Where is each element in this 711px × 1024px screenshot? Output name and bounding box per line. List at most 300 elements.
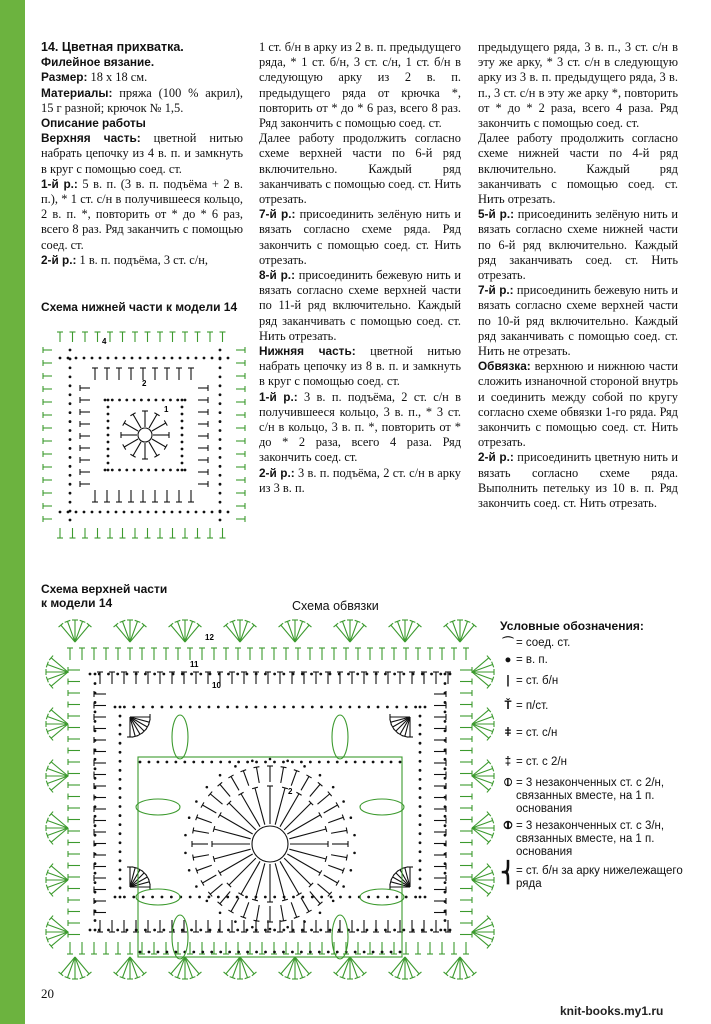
stitch-symbol xyxy=(219,402,222,405)
stitch-symbol xyxy=(232,621,240,642)
green-margin-bar xyxy=(0,0,25,1024)
stitch-symbol xyxy=(317,794,329,804)
stitch-symbol xyxy=(184,852,187,855)
stitch-symbol xyxy=(69,366,72,369)
stitch-symbol xyxy=(219,519,222,522)
stitch-symbol xyxy=(124,439,138,447)
stitch-symbol xyxy=(295,957,303,978)
stitch-symbol xyxy=(390,761,393,764)
stitch-symbol xyxy=(252,826,288,862)
stitch-symbol xyxy=(47,828,68,836)
stitch-symbol xyxy=(405,957,413,978)
stitch-symbol xyxy=(472,710,489,724)
stitch-symbol xyxy=(51,658,68,672)
double-crochet-icon: ǂ xyxy=(504,727,512,739)
stitch-symbol xyxy=(472,866,489,880)
stitch-symbol xyxy=(210,794,222,804)
stitch-symbol xyxy=(187,511,190,514)
upper-scheme-caption xyxy=(41,582,167,610)
stitch-symbol xyxy=(119,887,122,890)
stitch-symbol xyxy=(181,929,184,932)
stitch-symbol xyxy=(282,761,285,764)
row5-label: 5-й р.: xyxy=(478,207,515,222)
stitch-symbol xyxy=(208,706,211,709)
stitch-symbol xyxy=(393,929,396,932)
stitch-symbol xyxy=(444,872,447,875)
stitch-symbol xyxy=(149,414,157,428)
stitch-symbol xyxy=(176,469,179,472)
stitch-symbol xyxy=(405,957,419,974)
stitch-symbol xyxy=(350,957,358,978)
stitch-symbol xyxy=(424,706,427,709)
stitch-symbol xyxy=(254,920,260,921)
upper-part-label: Верхняя часть: xyxy=(41,131,141,146)
stitch-symbol xyxy=(125,399,128,402)
stitch-symbol xyxy=(273,761,276,764)
stitch-symbol xyxy=(217,706,220,709)
stitch-symbol xyxy=(287,854,320,873)
stitch-symbol xyxy=(295,625,309,642)
stitch-symbol xyxy=(217,896,220,899)
stitch-symbol xyxy=(310,929,313,932)
stitch-symbol xyxy=(472,880,489,894)
row7-text: присоединить бежевую нить и вязать согласно схеме верхней части по 10-й ряд включительно. Каждый ряд заканчивать с помощью соед. ст. Нить не отрезать. xyxy=(478,283,678,359)
stitch-symbol xyxy=(350,869,353,872)
stitch-symbol xyxy=(151,896,154,899)
pattern-title: 14. Цветная прихватка. xyxy=(41,40,184,54)
stitch-symbol xyxy=(75,621,83,642)
stitch-symbol xyxy=(219,483,222,486)
stitch-symbol xyxy=(211,357,214,360)
stitch-symbol xyxy=(152,439,166,447)
legend-text: = ст. с 2/н xyxy=(516,756,567,768)
stitch-symbol xyxy=(449,673,452,676)
stitch-symbol xyxy=(209,673,212,676)
stitch-symbol xyxy=(430,673,433,676)
stitch-symbol xyxy=(202,805,216,813)
stitch-symbol xyxy=(350,816,353,819)
stitch-symbol xyxy=(444,929,447,932)
stitch-symbol xyxy=(147,469,150,472)
cluster-three-icon: ⦷ xyxy=(503,820,513,832)
legend-title: Условные обозначения: xyxy=(500,619,644,633)
stitch-symbol xyxy=(123,896,126,899)
stitch-symbol xyxy=(245,706,248,709)
stitch-symbol xyxy=(83,357,86,360)
stitch-symbol xyxy=(227,357,230,360)
stitch-symbol xyxy=(69,492,72,495)
stitch-symbol xyxy=(444,682,447,685)
stitch-symbol xyxy=(339,896,342,899)
stitch-symbol xyxy=(119,878,122,881)
stitch-symbol xyxy=(444,673,447,676)
stitch-symbol xyxy=(354,761,357,764)
stitch-symbol xyxy=(152,423,166,431)
stitch-symbol xyxy=(219,774,222,777)
stitch-symbol xyxy=(219,492,222,495)
lower-scheme-caption: Схема нижней части к модели 14 xyxy=(41,300,238,314)
stitch-symbol xyxy=(119,805,122,808)
stitch-symbol xyxy=(402,867,408,869)
stitch-symbol xyxy=(227,673,230,676)
stitch-symbol xyxy=(269,758,272,761)
stitch-symbol xyxy=(193,830,209,833)
row2-text: 1 в. п. подъёма, 3 ст. с/н, xyxy=(76,252,208,267)
stitch-symbol xyxy=(132,706,135,709)
stitch-symbol xyxy=(132,736,138,738)
row8-text: присоединить бежевую нить и вязать согласно схеме верхней части по 11-й ряд включительно. Каждый ряд заканчивать с помощью соед. ст. Нить отрезать. xyxy=(259,268,461,343)
stitch-symbol xyxy=(119,715,122,718)
stitch-symbol xyxy=(318,761,321,764)
stitch-symbol xyxy=(91,511,94,514)
stitch-symbol xyxy=(193,828,194,834)
stitch-symbol xyxy=(203,357,206,360)
stitch-symbol xyxy=(123,511,126,514)
stitch-symbol xyxy=(317,884,329,894)
stitch-symbol xyxy=(51,880,68,894)
stitch-symbol xyxy=(291,771,296,786)
stitch-symbol xyxy=(69,349,72,352)
row7-text: присоединить зелёную нить и вязать согласно схеме ряда. Ряд закончить с помощью соед. ст. Нить отрезать. xyxy=(259,207,461,267)
legend xyxy=(500,620,700,891)
stitch-symbol xyxy=(115,511,118,514)
stitch-symbol xyxy=(119,787,122,790)
stitch-symbol xyxy=(301,896,304,899)
stitch-symbol xyxy=(51,918,68,932)
row-number: 1 xyxy=(164,405,169,414)
lower-part-diagram xyxy=(40,320,250,550)
stitch-symbol xyxy=(219,393,222,396)
edging-row2-label: 2-й р.: xyxy=(478,450,514,465)
stitch-symbol xyxy=(153,673,156,676)
legend-text: = соед. ст. xyxy=(516,637,571,649)
stitch-symbol xyxy=(405,625,419,642)
stitch-symbol xyxy=(301,776,309,790)
stitch-symbol xyxy=(339,706,342,709)
row1-label: 1-й р.: xyxy=(259,389,298,404)
stitch-symbol xyxy=(219,501,222,504)
stitch-symbol xyxy=(353,834,356,837)
stitch-symbol xyxy=(303,765,306,768)
stitch-symbol xyxy=(181,420,184,423)
stitch-symbol xyxy=(472,880,493,888)
legend-item xyxy=(500,777,700,816)
stitch-symbol xyxy=(125,469,128,472)
stitch-symbol xyxy=(69,358,72,361)
stitch-symbol xyxy=(255,706,258,709)
stitch-symbol xyxy=(119,841,122,844)
stitch-symbol xyxy=(444,881,447,884)
stitch-symbol xyxy=(179,357,182,360)
stitch-symbol xyxy=(269,928,272,931)
stitch-symbol xyxy=(311,706,314,709)
watermark-site: knit-books.my1.ru xyxy=(560,1004,664,1018)
stitch-symbol xyxy=(195,511,198,514)
caption-line: Схема верхней части xyxy=(41,582,168,596)
stitch-symbol xyxy=(123,706,126,709)
stitch-symbol xyxy=(228,951,231,954)
bracket-icon: ⎨ xyxy=(500,862,516,884)
stitch-symbol xyxy=(342,885,345,888)
stitch-symbol xyxy=(251,926,254,929)
stitch-symbol xyxy=(419,832,422,835)
stitch-symbol xyxy=(444,720,447,723)
stitch-symbol xyxy=(107,427,110,430)
stitch-symbol xyxy=(300,951,303,954)
stitch-symbol xyxy=(51,932,68,946)
stitch-symbol xyxy=(402,736,408,738)
stitch-symbol xyxy=(199,673,202,676)
stitch-symbol xyxy=(133,399,136,402)
stitch-symbol xyxy=(219,358,222,361)
stitch-symbol xyxy=(414,706,417,709)
stitch-symbol xyxy=(320,706,323,709)
stitch-symbol xyxy=(219,429,222,432)
caption-line: к модели 14 xyxy=(41,596,113,610)
stitch-symbol xyxy=(282,899,288,901)
stitch-symbol xyxy=(140,399,143,402)
stitch-symbol xyxy=(256,905,259,921)
stitch-symbol xyxy=(162,469,165,472)
stitch-symbol xyxy=(291,902,296,917)
stitch-symbol xyxy=(391,625,405,642)
stitch-symbol xyxy=(226,957,240,974)
stitch-symbol xyxy=(254,767,260,768)
row1-label: 1-й р.: xyxy=(41,176,78,191)
stitch-symbol xyxy=(47,820,68,828)
stitch-symbol xyxy=(264,951,267,954)
row7-label: 7-й р.: xyxy=(259,207,296,222)
stitch-symbol xyxy=(399,761,402,764)
stitch-symbol xyxy=(419,787,422,790)
stitch-symbol xyxy=(284,858,311,885)
edging-text: верхнюю и нижнюю части сложить изнаночной стороной внутрь и соединить между собой по кругу согласно схеме обвязки 1-го ряда. Ряд закончить с помощью соед. ст. Нить отрезать. xyxy=(478,359,678,450)
stitch-symbol xyxy=(405,706,408,709)
lower-part-label: Нижняя часть: xyxy=(259,344,356,359)
row5-text: присоединить зелёную нить и вязать согласно схеме нижней части по 6-й ряд включительно. Каждый ряд заканчивать соед. ст. Нить отрезать. xyxy=(478,207,678,283)
stitch-symbol xyxy=(47,924,68,932)
stitch-symbol xyxy=(219,375,222,378)
row2-label: 2-й р.: xyxy=(259,465,295,480)
stitch-symbol xyxy=(472,828,489,842)
stitch-symbol xyxy=(157,761,160,764)
stitch-symbol xyxy=(386,896,389,899)
materials-value: пряжа (100 % акрил), 15 г разной; крючок № 1,5. xyxy=(41,85,243,115)
stitch-symbol xyxy=(99,357,102,360)
lower-part-text: цветной нитью набрать цепочку из 8 в. п. и замкнуть в круг с помощью соед. ст. xyxy=(259,344,462,389)
stitch-symbol xyxy=(342,957,350,978)
stitch-symbol xyxy=(69,510,72,513)
stitch-symbol xyxy=(114,706,117,709)
stitch-symbol xyxy=(75,957,83,978)
stitch-symbol xyxy=(220,784,230,796)
stitch-symbol xyxy=(181,427,184,430)
stitch-symbol xyxy=(181,455,184,458)
stitch-symbol xyxy=(472,828,493,836)
row1-text: 5 в. п. (3 в. п. подъёма + 2 в. п.), * 1 ст. с/н в получившееся кольцо, 2 в. п. *, повторить от * до * 6 раз, всего 8 раз. Ряд заканчить с помощью соед. ст. xyxy=(41,176,243,252)
stitch-symbol xyxy=(444,919,447,922)
stitch-symbol xyxy=(51,672,68,686)
stitch-symbol xyxy=(69,438,72,441)
stitch-symbol xyxy=(237,761,240,764)
stitch-symbol xyxy=(256,767,259,783)
stitch-symbol xyxy=(281,767,284,783)
stitch-symbol xyxy=(275,863,285,900)
stitch-symbol xyxy=(177,621,185,642)
stitch-symbol xyxy=(295,957,309,974)
row2-text: 3 в. п. подъёма, 2 ст. с/н в арку из 3 в. п. xyxy=(259,465,461,495)
stitch-symbol xyxy=(132,896,135,899)
stitch-symbol xyxy=(319,911,322,914)
row8-label: 8-й р.: xyxy=(259,268,296,283)
stitch-symbol xyxy=(273,896,276,899)
stitch-symbol xyxy=(328,865,343,870)
stitch-symbol xyxy=(381,761,384,764)
stitch-symbol xyxy=(144,929,147,932)
stitch-symbol xyxy=(171,357,174,360)
stitch-symbol xyxy=(319,929,322,932)
stitch-symbol xyxy=(185,957,193,978)
stitch-symbol xyxy=(123,357,126,360)
stitch-symbol xyxy=(292,706,295,709)
single-crochet-icon: | xyxy=(506,675,510,687)
stitch-symbol xyxy=(190,929,193,932)
stitch-symbol xyxy=(273,673,276,676)
row-number: 2 xyxy=(142,379,147,388)
stitch-symbol xyxy=(301,706,304,709)
stitch-symbol xyxy=(119,706,122,709)
stitch-symbol xyxy=(358,706,361,709)
stitch-symbol xyxy=(208,896,211,899)
stitch-symbol xyxy=(195,357,198,360)
stitch-symbol xyxy=(405,896,408,899)
stitch-symbol xyxy=(155,399,158,402)
stitch-symbol xyxy=(402,673,405,676)
stitch-symbol xyxy=(237,951,240,954)
stitch-symbol xyxy=(144,673,147,676)
stitch-symbol xyxy=(472,776,489,790)
stitch-symbol xyxy=(291,951,294,954)
legend-text: = ст. б/н за арку нижележащего ряда xyxy=(516,865,683,890)
stitch-symbol xyxy=(273,706,276,709)
stitch-symbol xyxy=(354,951,357,954)
stitch-symbol xyxy=(211,511,214,514)
stitch-symbol xyxy=(472,820,493,828)
stitch-symbol xyxy=(399,951,402,954)
legend-text: = 3 незаконченных ст. с 3/н, связанных вместе, на 1 п. основания xyxy=(516,820,665,858)
stitch-symbol xyxy=(181,406,184,409)
stitch-symbol xyxy=(51,828,68,842)
stitch-symbol xyxy=(301,898,309,912)
stitch-symbol xyxy=(184,469,187,472)
stitch-symbol xyxy=(94,815,97,818)
stitch-symbol xyxy=(460,957,468,978)
stitch-symbol xyxy=(236,896,239,899)
stitch-symbol xyxy=(47,776,68,784)
stitch-symbol xyxy=(130,621,138,642)
stitch-symbol xyxy=(119,778,122,781)
stitch-symbol xyxy=(231,898,239,912)
stitch-symbol xyxy=(301,929,304,932)
stitch-symbol xyxy=(181,399,184,402)
stitch-symbol xyxy=(219,761,222,764)
legend-text: = в. п. xyxy=(516,654,548,666)
stitch-symbol xyxy=(281,625,295,642)
stitch-symbol xyxy=(255,951,258,954)
stitch-symbol xyxy=(94,881,97,884)
stitch-symbol xyxy=(47,880,68,888)
page-number: 20 xyxy=(41,986,54,1001)
stitch-symbol xyxy=(119,769,122,772)
stitch-symbol xyxy=(99,511,102,514)
stitch-symbol xyxy=(119,724,122,727)
row1-text: 3 в. п. подъёма, 2 ст. с/н в получившееся кольцо, 3 в. п., * 3 ст. с/н в кольцо, 3 в. п. *, повторить от * до * 2 раза, всего 4 раза. Ряд закончить соед. ст. xyxy=(259,389,462,465)
stitch-symbol xyxy=(292,896,295,899)
stitch-symbol xyxy=(69,474,72,477)
stitch-symbol xyxy=(472,664,493,672)
stitch-symbol xyxy=(309,761,312,764)
stitch-symbol xyxy=(219,384,222,387)
stitch-symbol xyxy=(148,951,151,954)
row-number: 2 xyxy=(288,787,293,796)
row2-label: 2-й р.: xyxy=(41,252,77,267)
chain-dot-icon: ● xyxy=(504,654,512,666)
stitch-symbol xyxy=(149,442,157,456)
stitch-symbol xyxy=(328,817,343,822)
stitch-symbol xyxy=(107,357,110,360)
stitch-symbol xyxy=(118,469,121,472)
stitch-symbol xyxy=(419,868,422,871)
stitch-symbol xyxy=(419,841,422,844)
stitch-symbol xyxy=(289,849,326,859)
stitch-symbol xyxy=(348,706,351,709)
stitch-symbol xyxy=(336,625,350,642)
stitch-symbol xyxy=(94,824,97,827)
stitch-symbol xyxy=(319,774,322,777)
stitch-symbol xyxy=(139,951,142,954)
stitch-symbol xyxy=(116,957,130,974)
upper-part-text: цветной нитью набрать цепочку из 4 в. п. и замкнуть в круг с помощью соед. ст. xyxy=(41,131,243,176)
stitch-symbol xyxy=(119,859,122,862)
stitch-symbol xyxy=(246,929,249,932)
stitch-symbol xyxy=(320,896,323,899)
stitch-symbol xyxy=(444,711,447,714)
paragraph: Далее работу продолжить согласно схеме нижней части по 4-й ряд включительно. Каждый ряд заканчивать с помощью соед. ст. Нить отрезать. xyxy=(478,131,678,207)
stitch-symbol xyxy=(419,706,422,709)
stitch-symbol xyxy=(367,706,370,709)
paragraph: Далее работу продолжить согласно схеме верхней части по 6-й ряд включительно. Каждый ряд заканчивать с помощью соед. ст. Нить отрезать. xyxy=(259,131,461,207)
stitch-symbol xyxy=(107,448,110,451)
stitch-symbol xyxy=(419,715,422,718)
stitch-symbol xyxy=(51,776,68,790)
stitch-symbol xyxy=(331,855,347,858)
stitch-symbol xyxy=(241,861,260,894)
stitch-symbol xyxy=(324,875,338,883)
stitch-symbol xyxy=(151,706,154,709)
stitch-symbol xyxy=(75,511,78,514)
stitch-symbol xyxy=(282,929,285,932)
stitch-symbol xyxy=(161,706,164,709)
stitch-symbol xyxy=(69,384,72,387)
stitch-symbol xyxy=(345,761,348,764)
stitch-symbol xyxy=(107,434,110,437)
stitch-symbol xyxy=(69,483,72,486)
stitch-symbol xyxy=(140,469,143,472)
stitch-symbol xyxy=(126,673,129,676)
row-number: 12 xyxy=(205,633,214,642)
stitch-symbol xyxy=(213,856,215,862)
stitch-symbol xyxy=(325,856,327,862)
